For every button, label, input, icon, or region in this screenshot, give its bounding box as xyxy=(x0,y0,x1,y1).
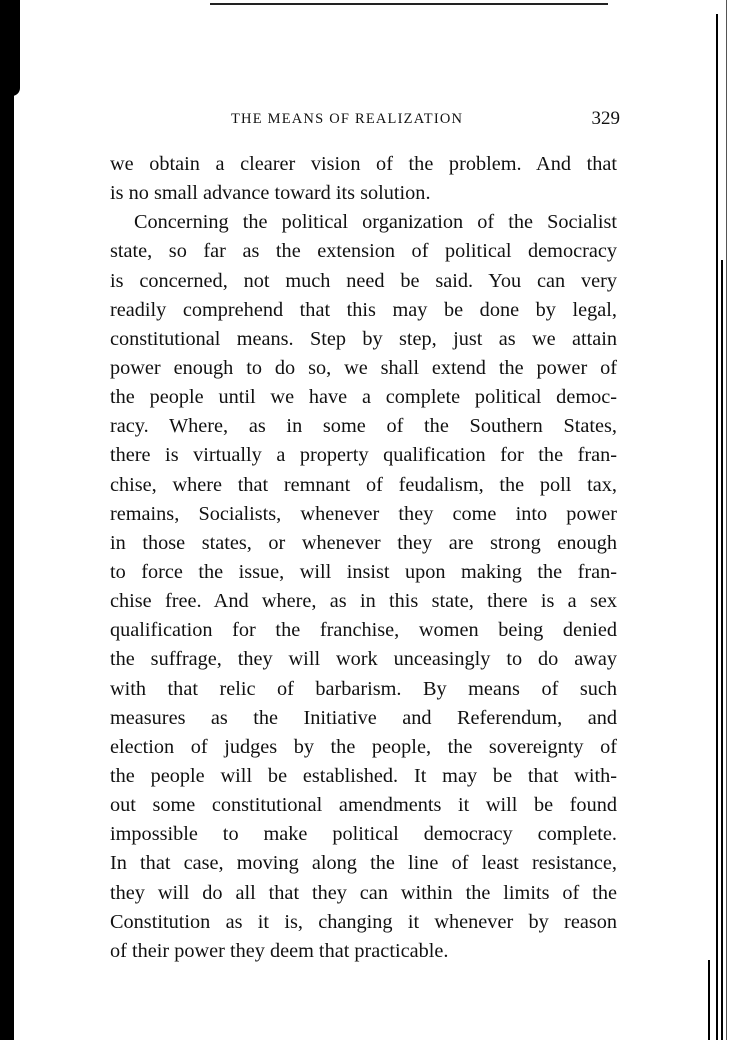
text-line: in those states, or whenever they are strong enough xyxy=(110,531,617,554)
scan-right-edge xyxy=(708,960,710,1040)
scan-left-notch xyxy=(10,0,20,96)
running-title: THE MEANS OF REALIZATION xyxy=(231,111,464,127)
text-line: of their power they deem that practicable. xyxy=(110,939,449,962)
text-line: Concerning the political organization of the Socialist xyxy=(134,211,617,234)
scan-right-edge xyxy=(721,260,723,1040)
text-line: power enough to do so, we shall extend the power of xyxy=(110,356,617,379)
text-line: with that relic of barbarism. By means of such xyxy=(110,677,617,700)
text-line: there is virtually a property qualification for the fran- xyxy=(110,444,617,467)
scan-right-edge xyxy=(716,14,718,1040)
text-line: state, so far as the extension of political democracy xyxy=(110,240,617,263)
scan-left-edge xyxy=(0,0,14,1040)
text-line: is no small advance toward its solution. xyxy=(110,182,431,205)
text-line: measures as the Initiative and Referendum, and xyxy=(110,706,617,729)
running-header xyxy=(110,108,622,134)
text-line: the people until we have a complete political democ- xyxy=(110,386,617,409)
text-line: Constitution as it is, changing it whenever by reason xyxy=(110,910,617,933)
text-line: racy. Where, as in some of the Southern States, xyxy=(110,415,617,438)
scan-top-rule xyxy=(210,3,608,5)
text-line: the suffrage, they will work unceasingly to do away xyxy=(110,648,617,671)
text-line: chise, where that remnant of feudalism, the poll tax, xyxy=(110,473,617,496)
text-line: the people will be established. It may be that with- xyxy=(110,764,617,787)
text-line: to force the issue, will insist upon making the fran- xyxy=(110,560,617,583)
text-line: qualification for the franchise, women being denied xyxy=(110,619,617,642)
text-line: is concerned, not much need be said. You can very xyxy=(110,269,617,292)
text-line: readily comprehend that this may be done by legal, xyxy=(110,298,617,321)
scan-right-edge xyxy=(726,0,727,1040)
body-text xyxy=(110,150,617,966)
text-line: impossible to make political democracy complete. xyxy=(110,823,617,846)
page-number: 329 xyxy=(591,108,620,129)
text-line: election of judges by the people, the sovereignty of xyxy=(110,735,617,758)
text-line: we obtain a clearer vision of the problem. And that xyxy=(110,153,617,175)
text-line: In that case, moving along the line of least resistance, xyxy=(110,852,617,875)
text-line: constitutional means. Step by step, just as we attain xyxy=(110,327,617,350)
text-line: out some constitutional amendments it will be found xyxy=(110,794,617,817)
text-line: remains, Socialists, whenever they come into power xyxy=(110,502,617,525)
text-line: they will do all that they can within the limits of the xyxy=(110,881,617,904)
text-line: chise free. And where, as in this state, there is a sex xyxy=(110,590,617,613)
